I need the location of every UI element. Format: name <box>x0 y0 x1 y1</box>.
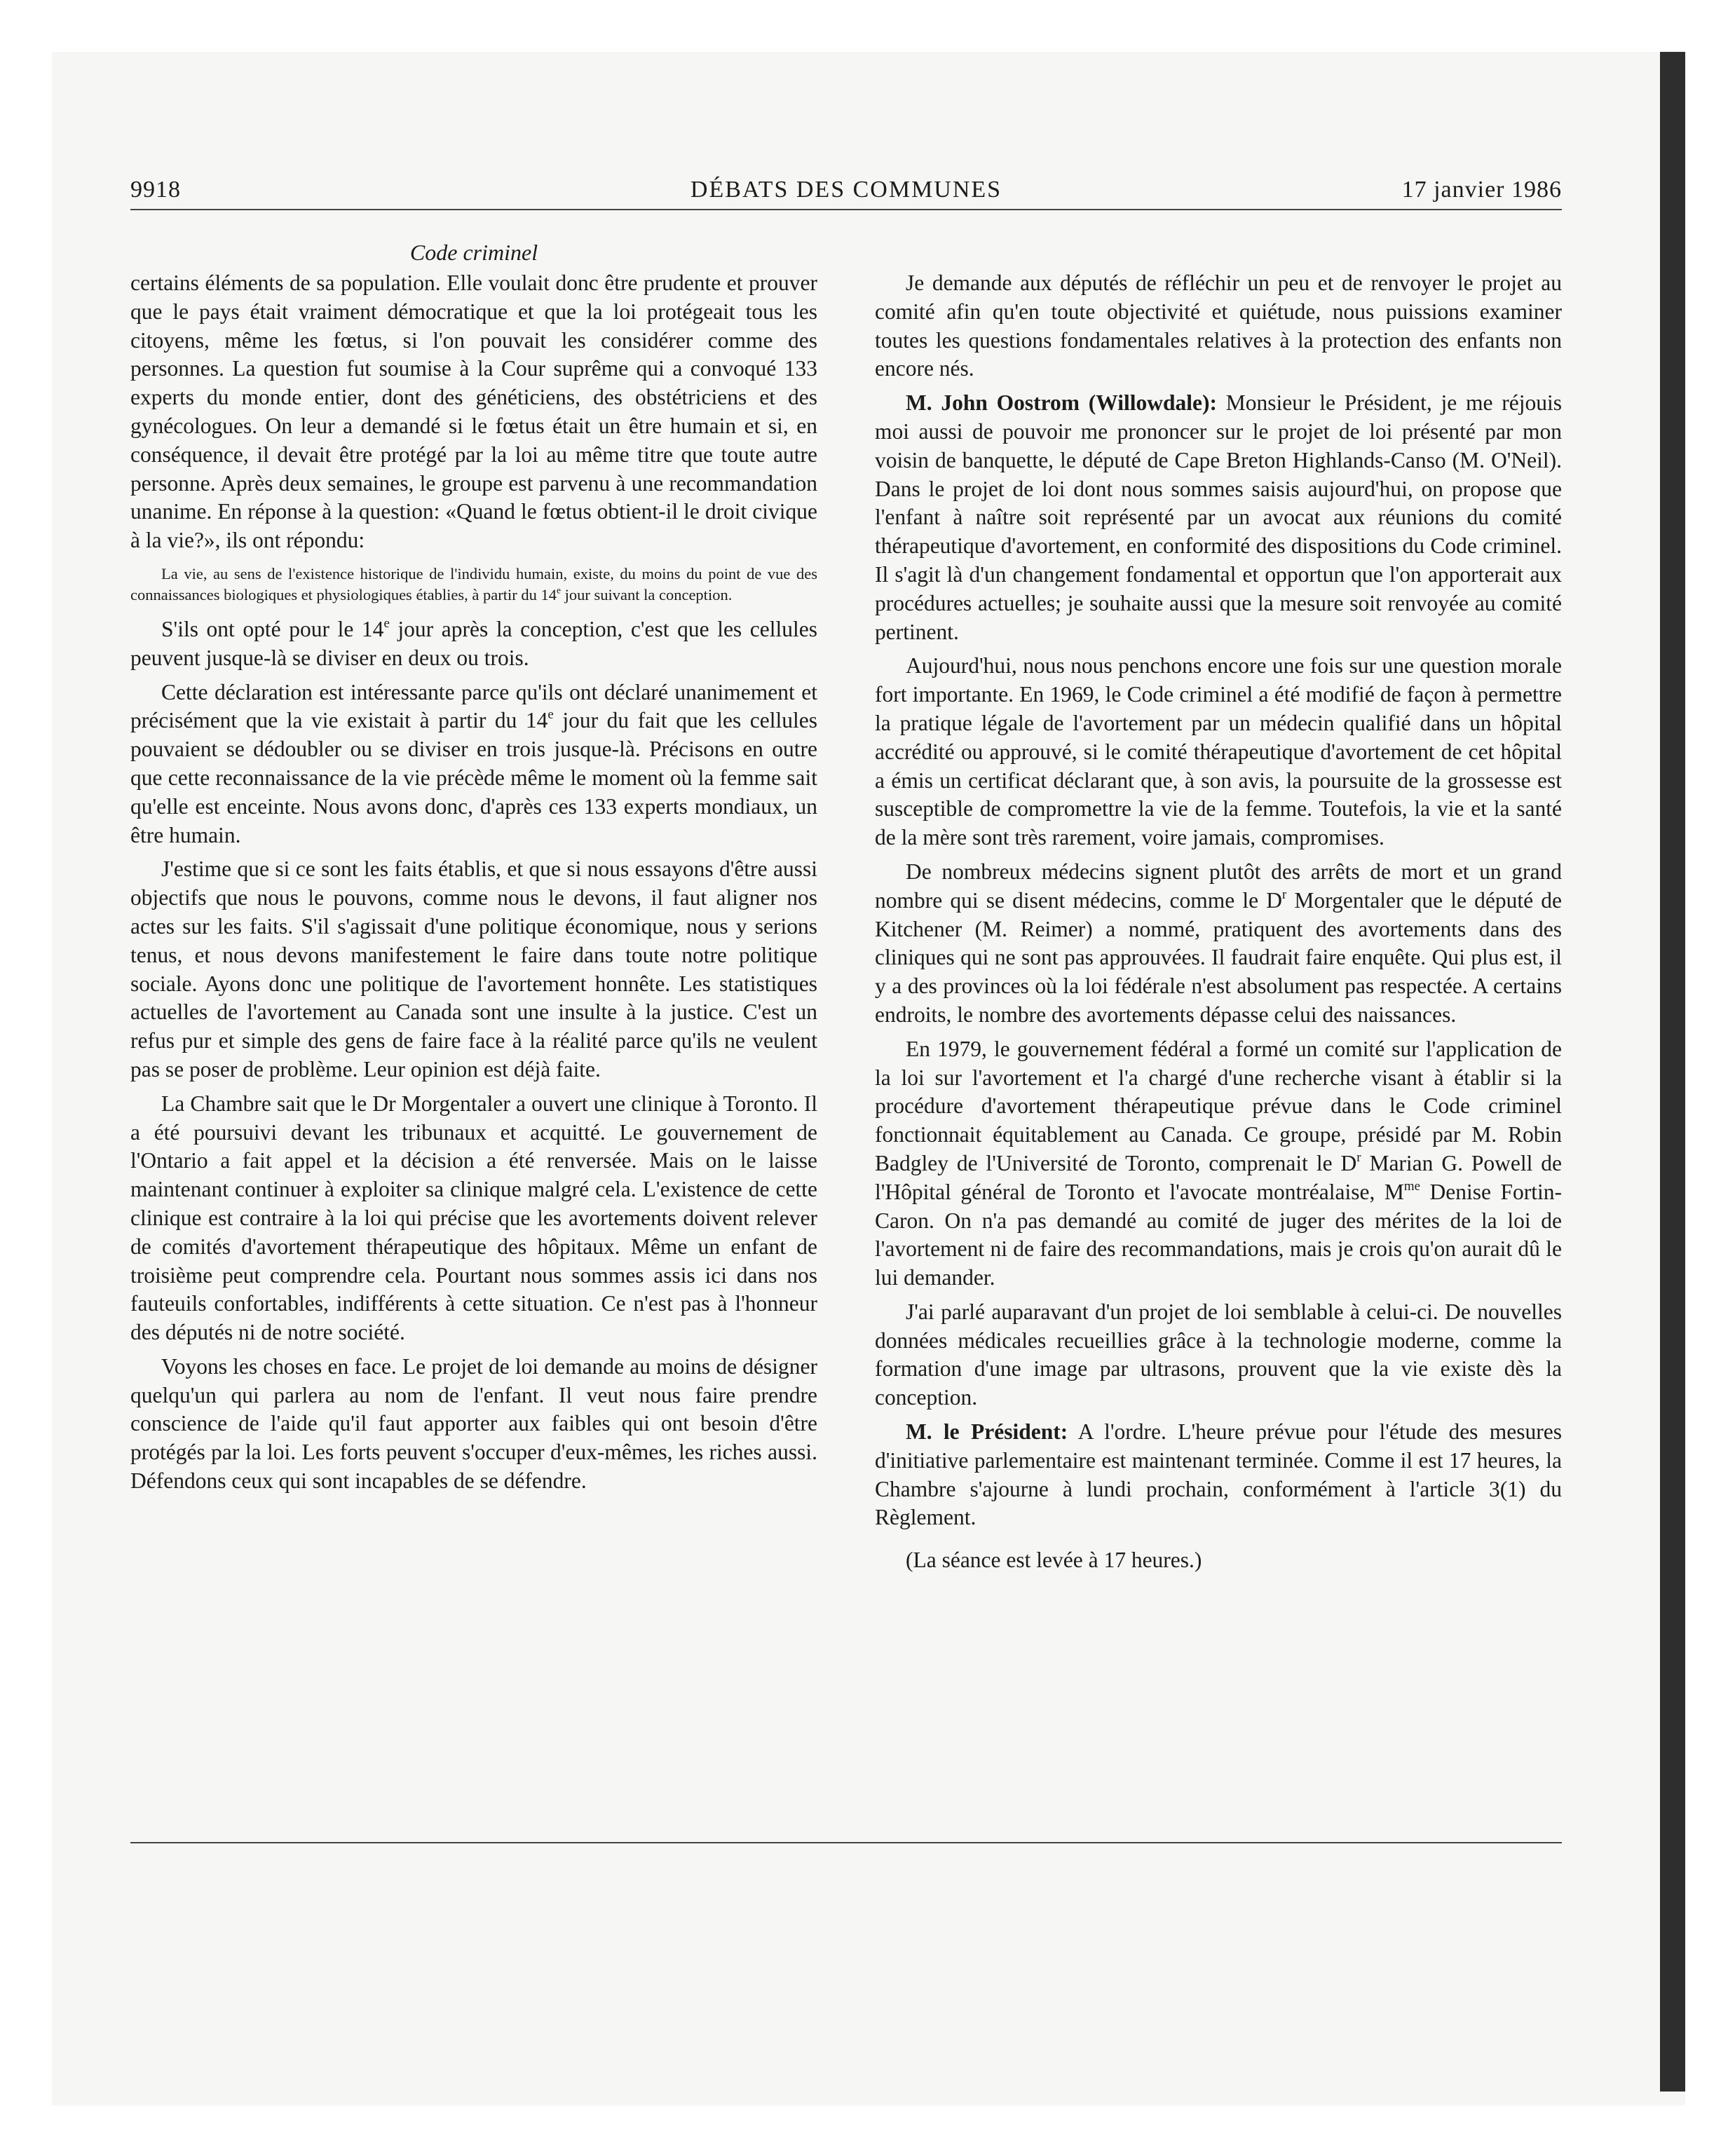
header-rule <box>130 209 1562 210</box>
quote-text: jour suivant la conception. <box>561 585 733 603</box>
page-header <box>130 177 1562 207</box>
block-quote <box>130 564 817 606</box>
paragraph-text: A l'ordre. L'heure prévue pour l'étude des mesures d'initiative parlementaire est maintenant terminée. Comme il est 17 heures, la Chambre s'ajourne à lundi prochain, conformément à l'article 3(1) du Règlement. <box>875 1419 1562 1530</box>
paragraph-text: certains éléments de sa population. Elle voulait donc être prudente et prouver que le pays était vraiment démocratique et que la loi protégeait tous les citoyens, même les fœtus, si l'on pouvait les considérer comme des personnes. La question fut soumise à la Cour suprême qui a convoqué 133 experts du monde entier, dont des généticiens, des obstétriciens et des gynécologues. On leur a demandé si le fœtus était un être humain et si, en conséquence, il devait être protégé par la loi au même titre que toute autre personne. Après deux semaines, le groupe est parvenu à une recommandation unanime. En réponse à la question: «Quand le fœtus obtient-il le droit civique à la vie?», ils ont répondu: <box>130 271 817 553</box>
paragraph-text: S'ils ont opté pour le 14 <box>161 616 384 641</box>
paragraph <box>130 269 817 555</box>
paragraph-text: jour du fait que les cellules pouvaient se dédoubler ou se diviser en trois jusque-là. Précisons en outre que cette reconnaissance de la vie précède même le moment où la femme sait qu'elle est enceinte. Nous avons donc, d'après ces 133 experts mondiaux, un être humain. <box>130 708 817 847</box>
paragraph: J'ai parlé auparavant d'un projet de loi semblable à celui-ci. De nouvelles données médicales recueillies grâce à la technologie moderne, comme la formation d'une image par ultrasons, prouvent que la vie existe dès la conception. <box>875 1299 1562 1410</box>
paragraph <box>130 678 817 850</box>
paragraph: Voyons les choses en face. Le projet de loi demande au moins de désigner quelqu'un qui parlera au nom de l'enfant. Il veut nous faire prendre conscience de l'aide qu'il faut apporter aux faibles qui ont besoin d'être protégés par la loi. Les forts peuvent s'occuper d'eux-mêmes, les riches aussi. Défendons ceux qui sont incapables de se défendre. <box>130 1353 817 1494</box>
paragraph: La Chambre sait que le Dr Morgentaler a ouvert une clinique à Toronto. Il a été poursuivi devant les tribunaux et acquitté. Le gouvernement de l'Ontario a fait appel et la décision a été renversée. Mais on le laisse maintenant continuer à exploiter sa clinique malgré cela. L'existence de cette clinique est contraire à la loi qui précise que les avortements doivent relever de comités d'avortement thérapeutique des hôpitaux. Même un enfant de troisième peut comprendre cela. Pourtant nous sommes assis ici dans nos fauteuils confortables, indifférents à cette situation. Ce n'est pas à l'honneur des députés ni de notre société. <box>130 1091 817 1345</box>
superscript: me <box>1403 1178 1420 1194</box>
speaker-name: M. John Oostrom (Willowdale): <box>906 390 1217 416</box>
quote-text: La vie, au sens de l'existence historique de l'individu humain, existe, du moins du point de vue des connaissances biologiques et physiologiques établies, à partir du 14 <box>130 564 817 603</box>
paragraph <box>875 858 1562 1030</box>
paragraph <box>875 1418 1562 1532</box>
footer-rule <box>130 1842 1562 1843</box>
adjournment-note: (La séance est levée à 17 heures.) <box>906 1548 1202 1573</box>
paragraph-text: Denise Fortin-Caron. On n'a pas demandé au comité de juger des mérites de la loi de l'avortement ni de faire des recommandations, mais je crois qu'on aurait dû le lui demander. <box>875 1179 1562 1290</box>
page-number: 9918 <box>130 177 181 203</box>
paragraph: Je demande aux députés de réfléchir un peu et de renvoyer le projet au comité afin qu'en toute objectivité et quiétude, nous puissions examiner toutes les questions fondamentales relatives à la protection des enfants non encore nés. <box>875 271 1562 381</box>
paragraph-text: jour après la conception, c'est que les cellules peuvent jusque-là se diviser en deux ou trois. <box>130 616 817 670</box>
header-date: 17 janvier 1986 <box>1401 177 1562 203</box>
scan-edge-bar <box>1660 52 1685 2092</box>
speaker-name: M. le Président: <box>906 1419 1068 1445</box>
paragraph-text: En 1979, le gouvernement fédéral a formé un comité sur l'application de la loi sur l'avortement et l'a chargé d'une recherche visant à établir si la procédure d'avortement thérapeutique prévue dans le Code criminel fonctionnait équitablement au Canada. Ce groupe, présidé par M. Robin Badgley de l'Université de Toronto, comprenait le D <box>875 1036 1562 1175</box>
paragraph <box>875 389 1562 646</box>
paragraph: Aujourd'hui, nous nous penchons encore une fois sur une question morale fort importante. En 1969, le Code criminel a été modifié de façon à permettre la pratique légale de l'avortement par un médecin qualifié dans un hôpital accrédité ou approuvé, si le comité thérapeutique d'avortement de cet hôpital a émis un certificat déclarant que, à son avis, la poursuite de la grossesse est susceptible de compromettre la vie de la femme. Toutefois, la vie et la santé de la mère sont très rarement, voire jamais, compromises. <box>875 653 1562 850</box>
superscript: e <box>547 707 554 723</box>
paragraph-text: Monsieur le Président, je me réjouis moi aussi de pouvoir me prononcer sur le projet de loi présenté par mon voisin de banquette, le député de Cape Breton Highlands-Canso (M. O'Neil). Dans le projet de loi dont nous sommes saisis aujourd'hui, on propose que l'enfant à naître soit représenté par un avocat aux réunions du comité thérapeutique d'avortement, en conformité des dispositions du Code criminel. Il s'agit là d'un changement fondamental et opportun que l'on apporterait aux procédures actuelles; je souhaite aussi que la mesure soit renvoyée au comité pertinent. <box>875 390 1563 644</box>
superscript: r <box>1356 1149 1361 1165</box>
paragraph-text: Morgentaler que le député de Kitchener (M. Reimer) a nommé, pratiquent des avortements dans des cliniques qui ne sont pas approuvées. Il faudrait faire enquête. Qui plus est, il y a des provinces où la loi fédérale n'est absolument pas respectée. A certains endroits, le nombre des avortements dépasse celui des naissances. <box>875 887 1562 1027</box>
superscript: e <box>557 585 561 596</box>
superscript: e <box>383 615 390 631</box>
running-title: Code criminel <box>409 240 538 265</box>
right-column <box>875 269 1562 1575</box>
paragraph <box>130 615 817 673</box>
paragraph: J'estime que si ce sont les faits établis, et que si nous essayons d'être aussi objectifs que nous le pouvons, comme nous le devons, il faut aligner nos actes sur les faits. S'il s'agissait d'une politique économique, nous y serions tenus, et nous devons manifestement le faire dans toute notre politique sociale. Ayons donc une politique de l'avortement honnête. Les statistiques actuelles de l'avortement au Canada sont une insulte à la justice. C'est un refus pur et simple des gens de faire face à la réalité parce qu'ils ne veulent pas se poser de problème. Leur opinion est déjà faite. <box>130 857 817 1082</box>
left-column <box>130 236 817 1496</box>
publication-title: DÉBATS DES COMMUNES <box>690 177 1002 203</box>
superscript: r <box>1281 887 1287 902</box>
paragraph <box>875 1035 1562 1292</box>
paragraph-text: Cette déclaration est intéressante parce qu'ils ont déclaré unanimement et précisément que la vie existait à partir du 14 <box>130 679 817 733</box>
paragraph-text: De nombreux médecins signent plutôt des arrêts de mort et un grand nombre qui se disent médecins, comme le D <box>875 859 1562 913</box>
paragraph-text: Marian G. Powell de l'Hôpital général de Toronto et l'avocate montréalaise, M <box>875 1150 1562 1204</box>
